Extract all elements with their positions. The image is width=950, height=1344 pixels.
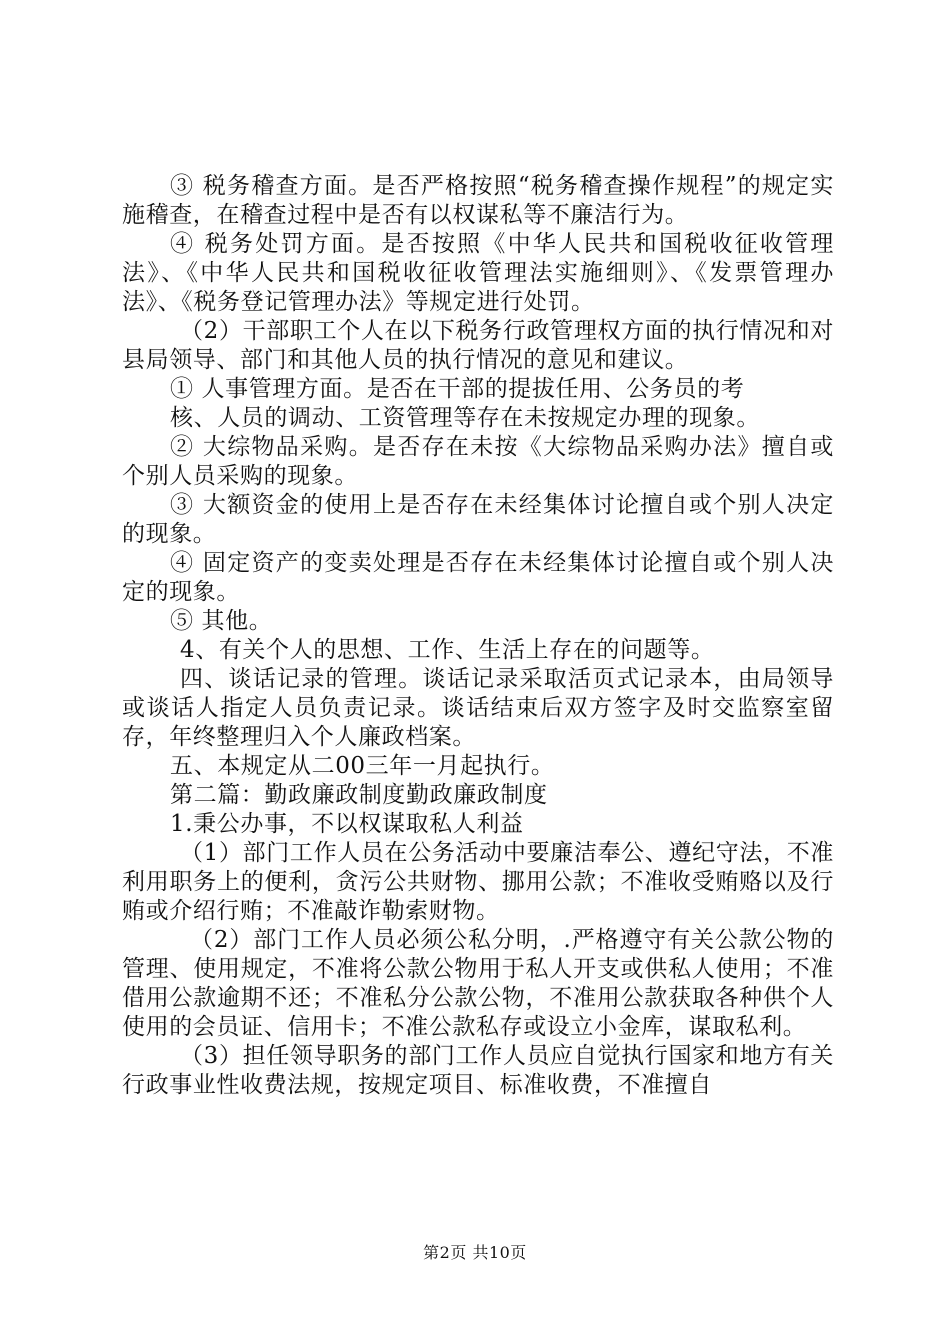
paragraph-other: ⑤ 其他。 bbox=[170, 608, 273, 634]
paragraph-procurement: ② 大综物品采购。是否存在未按《大综物品采购办法》擅自或个别人员采购的现象。 bbox=[122, 434, 834, 489]
paragraph-tax-audit: ③ 税务稽查方面。是否严格按照“税务稽查操作规程”的规定实施稽查，在稽查过程中是否有以权谋私等不廉洁行为。 bbox=[122, 173, 834, 228]
paragraph-integrity-1: （1）部门工作人员在公务活动中要廉洁奉公、遵纪守法，不准利用职务上的便利，贪污公共财物、挪用公款；不准收受贿赂以及行贿或介绍行贿；不准敲诈勒索财物。 bbox=[122, 840, 834, 924]
document-body bbox=[122, 172, 834, 1100]
section-heading-part-two: 第二篇：勤政廉政制度勤政廉政制度 bbox=[170, 782, 548, 808]
paragraph-fixed-assets: ④ 固定资产的变卖处理是否存在未经集体讨论擅自或个别人决定的现象。 bbox=[122, 550, 834, 605]
page-number-footer: 第2页 共10页 bbox=[423, 1243, 527, 1262]
paragraph-tax-penalty: ④ 税务处罚方面。是否按照《中华人民共和国税收征收管理法》、《中华人民共和国税收征收管理法实施细则》、《发票管理办法》、《税务登记管理办法》等规定进行处罚。 bbox=[122, 231, 834, 315]
paragraph-personnel-line1: ① 人事管理方面。是否在干部的提拔任用、公务员的考 bbox=[170, 376, 745, 402]
paragraph-impartial: 1.秉公办事，不以权谋取私人利益 bbox=[170, 811, 524, 837]
paragraph-personnel-line2: 核、人员的调动、工资管理等存在未按规定办理的现象。 bbox=[170, 405, 760, 431]
paragraph-staff-opinions: （2）干部职工个人在以下税务行政管理权方面的执行情况和对县局领导、部门和其他人员的执行情况的意见和建议。 bbox=[122, 318, 834, 373]
paragraph-personal-issues: 4、有关个人的思想、工作、生活上存在的问题等。 bbox=[180, 637, 715, 663]
paragraph-integrity-3: （3）担任领导职务的部门工作人员应自觉执行国家和地方有关行政事业性收费法规，按规定项目、标准收费，不准擅自 bbox=[122, 1043, 834, 1098]
paragraph-record-management: 四、谈话记录的管理。谈话记录采取活页式记录本，由局领导或谈话人指定人员负责记录。谈话结束后双方签字及时交监察室留存，年终整理归入个人廉政档案。 bbox=[122, 666, 834, 750]
paragraph-large-funds: ③ 大额资金的使用上是否存在未经集体讨论擅自或个别人决定的现象。 bbox=[122, 492, 834, 547]
paragraph-effective-date: 五、本规定从二00三年一月起执行。 bbox=[170, 753, 555, 779]
paragraph-integrity-2: （2）部门工作人员必须公私分明，.严格遵守有关公款公物的管理、使用规定，不准将公款公物用于私人开支或供私人使用；不准借用公款逾期不还；不准私分公款公物，不准用公款获取各种供个人使用的会员证、信用卡；不准公款私存或设立小金库，谋取私利。 bbox=[122, 927, 834, 1040]
